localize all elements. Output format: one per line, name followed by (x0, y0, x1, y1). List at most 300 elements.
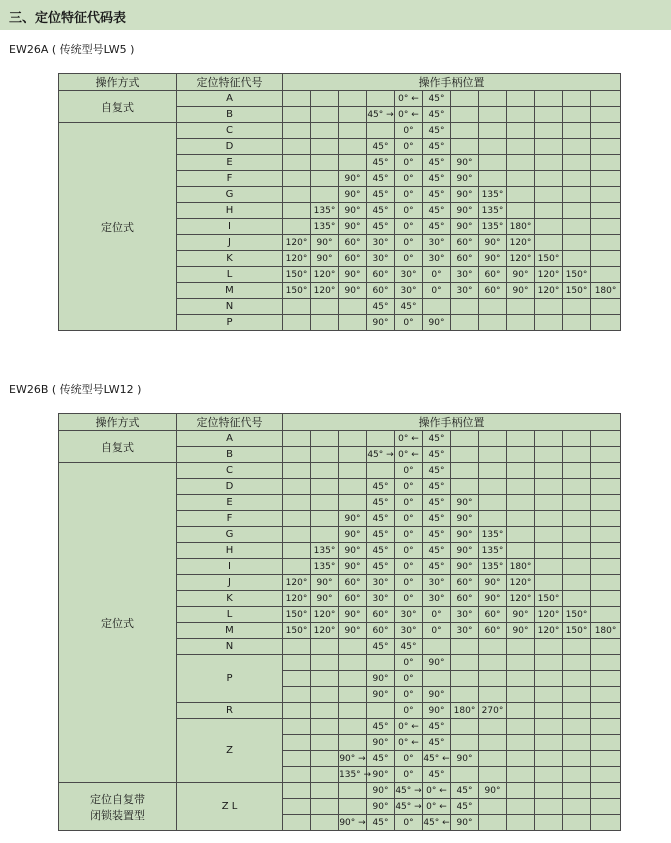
position-cell: 60° (339, 591, 367, 607)
position-cell (479, 815, 507, 831)
position-cell: 0° (395, 171, 423, 187)
position-cell (339, 91, 367, 107)
position-cell (367, 655, 395, 671)
position-cell (339, 431, 367, 447)
code-cell: Z L (177, 783, 283, 831)
position-cell (479, 479, 507, 495)
position-cell: 120° (311, 283, 339, 299)
position-cell: 45° (367, 639, 395, 655)
code-cell: F (177, 511, 283, 527)
position-cell (283, 495, 311, 511)
operation-mode-cell: 定位式 (59, 463, 177, 783)
position-cell: 0° (395, 655, 423, 671)
header-code: 定位特征代号 (177, 414, 283, 431)
table-row (59, 431, 621, 447)
position-cell (479, 107, 507, 123)
position-cell (535, 575, 563, 591)
position-cell (535, 431, 563, 447)
position-cell (563, 107, 591, 123)
position-cell (535, 639, 563, 655)
position-cell (507, 495, 535, 511)
position-cell (535, 219, 563, 235)
position-cell: 90° (479, 251, 507, 267)
position-cell: 0° (395, 203, 423, 219)
position-cell: 45° (367, 527, 395, 543)
position-cell: 90° (507, 623, 535, 639)
position-cell (367, 91, 395, 107)
position-cell: 60° (479, 623, 507, 639)
header-handle-position: 操作手柄位置 (283, 74, 621, 91)
position-cell: 150° (283, 283, 311, 299)
position-cell (563, 671, 591, 687)
position-cell: 0° (395, 559, 423, 575)
position-cell (311, 91, 339, 107)
position-cell (339, 495, 367, 511)
position-cell: 45° (395, 639, 423, 655)
position-cell: 30° (451, 623, 479, 639)
header-operation-mode: 操作方式 (59, 74, 177, 91)
position-cell: 30° (367, 575, 395, 591)
position-cell (283, 91, 311, 107)
table-row (59, 91, 621, 107)
position-cell (339, 687, 367, 703)
position-cell: 90° (339, 219, 367, 235)
table-row (59, 123, 621, 139)
position-cell: 90° (339, 267, 367, 283)
position-cell: 45° (423, 511, 451, 527)
position-cell: 30° (395, 267, 423, 283)
code-cell: J (177, 575, 283, 591)
position-cell (563, 447, 591, 463)
position-cell (311, 139, 339, 155)
position-cell: 135° (479, 187, 507, 203)
code-cell: K (177, 591, 283, 607)
position-cell (507, 139, 535, 155)
position-cell (283, 655, 311, 671)
position-cell (507, 155, 535, 171)
position-cell: 0° (395, 671, 423, 687)
position-cell (311, 171, 339, 187)
position-cell (535, 703, 563, 719)
code-cell: P (177, 655, 283, 703)
position-cell: 120° (535, 267, 563, 283)
code-cell: Z (177, 719, 283, 783)
position-cell (339, 703, 367, 719)
position-cell (311, 511, 339, 527)
position-cell: 45° (423, 139, 451, 155)
section-title: 三、定位特征代码表 (9, 11, 127, 26)
code-cell: N (177, 639, 283, 655)
position-cell: 45° (423, 107, 451, 123)
position-cell (507, 815, 535, 831)
position-cell: 0° (423, 267, 451, 283)
position-cell (311, 155, 339, 171)
position-cell: 120° (535, 623, 563, 639)
position-cell: 45° (367, 751, 395, 767)
header-operation-mode: 操作方式 (59, 414, 177, 431)
code-cell: N (177, 299, 283, 315)
position-cell: 90° (507, 607, 535, 623)
position-cell: 90° (479, 575, 507, 591)
position-cell (283, 783, 311, 799)
position-cell (507, 431, 535, 447)
position-cell (451, 655, 479, 671)
position-cell (535, 655, 563, 671)
position-cell: 45° (367, 511, 395, 527)
position-cell (339, 315, 367, 331)
position-cell (535, 107, 563, 123)
code-cell: B (177, 447, 283, 463)
position-cell: 30° (423, 591, 451, 607)
position-cell: 90° → (339, 751, 367, 767)
position-cell (479, 687, 507, 703)
position-cell: 135° (479, 527, 507, 543)
position-cell (451, 431, 479, 447)
position-cell (563, 767, 591, 783)
position-cell (507, 767, 535, 783)
position-cell: 180° (451, 703, 479, 719)
position-cell: 90° (423, 655, 451, 671)
position-cell: 45° (367, 479, 395, 495)
position-cell (591, 671, 621, 687)
position-cell (507, 315, 535, 331)
position-cell (423, 639, 451, 655)
position-cell: 0° (395, 315, 423, 331)
position-cell (563, 299, 591, 315)
position-cell: 30° (395, 607, 423, 623)
position-cell: 120° (311, 623, 339, 639)
position-cell (507, 783, 535, 799)
position-cell (591, 299, 621, 315)
position-cell (535, 315, 563, 331)
position-cell (507, 687, 535, 703)
position-cell (591, 751, 621, 767)
position-cell: 90° (507, 267, 535, 283)
position-cell (507, 751, 535, 767)
position-cell: 90° (479, 591, 507, 607)
position-cell: 45° (367, 495, 395, 511)
position-cell: 90° (339, 187, 367, 203)
position-cell (507, 655, 535, 671)
position-cell (563, 187, 591, 203)
position-cell: 45° (451, 799, 479, 815)
position-cell (311, 735, 339, 751)
position-cell: 45° (423, 155, 451, 171)
position-cell: 150° (535, 251, 563, 267)
position-cell: 60° (339, 251, 367, 267)
position-cell (451, 735, 479, 751)
code-cell: A (177, 91, 283, 107)
position-cell (451, 91, 479, 107)
position-cell: 0° (395, 495, 423, 511)
position-cell (563, 575, 591, 591)
position-cell (479, 767, 507, 783)
position-cell (591, 687, 621, 703)
position-cell (283, 703, 311, 719)
position-cell (591, 543, 621, 559)
position-cell: 60° (367, 267, 395, 283)
position-cell: 30° (423, 575, 451, 591)
position-cell: 90° (451, 559, 479, 575)
position-cell (479, 299, 507, 315)
code-cell: B (177, 107, 283, 123)
position-cell (591, 107, 621, 123)
position-cell (451, 687, 479, 703)
position-cell (507, 639, 535, 655)
position-cell: 45° (367, 719, 395, 735)
position-cell (563, 139, 591, 155)
position-cell (563, 591, 591, 607)
position-cell (563, 479, 591, 495)
header-row (59, 74, 621, 91)
position-cell (507, 479, 535, 495)
position-cell: 45° ← (423, 751, 451, 767)
position-cell (535, 799, 563, 815)
position-cell: 90° (311, 575, 339, 591)
position-cell (535, 767, 563, 783)
position-cell (507, 171, 535, 187)
table-row (59, 783, 621, 799)
position-cell (283, 559, 311, 575)
position-cell: 30° (423, 251, 451, 267)
position-cell: 90° (339, 543, 367, 559)
position-cell: 90° (339, 283, 367, 299)
position-cell (591, 527, 621, 543)
position-cell: 90° (451, 219, 479, 235)
code-cell: C (177, 123, 283, 139)
position-cell: 45° (367, 559, 395, 575)
position-cell (339, 671, 367, 687)
position-cell (535, 171, 563, 187)
position-cell (507, 447, 535, 463)
position-cell (591, 251, 621, 267)
position-cell (451, 139, 479, 155)
position-cell (283, 479, 311, 495)
position-cell: 0° ← (395, 107, 423, 123)
position-cell (283, 719, 311, 735)
position-cell (311, 431, 339, 447)
position-cell (479, 639, 507, 655)
position-cell (451, 107, 479, 123)
position-cell (563, 171, 591, 187)
position-cell (311, 299, 339, 315)
position-cell (591, 799, 621, 815)
position-cell (283, 511, 311, 527)
position-cell (311, 639, 339, 655)
position-cell (535, 155, 563, 171)
position-cell (563, 527, 591, 543)
position-cell: 135° (311, 219, 339, 235)
code-cell: E (177, 495, 283, 511)
position-cell (591, 431, 621, 447)
code-cell: F (177, 171, 283, 187)
position-cell: 45° (367, 139, 395, 155)
position-cell: 0° (395, 527, 423, 543)
position-cell (311, 187, 339, 203)
position-cell: 90° (339, 511, 367, 527)
code-cell: E (177, 155, 283, 171)
position-cell (507, 671, 535, 687)
position-cell: 60° (339, 575, 367, 591)
position-cell: 45° (423, 187, 451, 203)
position-cell: 135° (479, 219, 507, 235)
position-cell: 0° (395, 139, 423, 155)
position-cell (311, 783, 339, 799)
position-cell (283, 431, 311, 447)
positioning-code-table-ew26a (58, 73, 621, 331)
position-cell (283, 527, 311, 543)
position-cell (563, 815, 591, 831)
position-cell: 30° (367, 235, 395, 251)
position-cell: 90° (367, 315, 395, 331)
position-cell (283, 735, 311, 751)
position-cell (535, 687, 563, 703)
position-cell (451, 315, 479, 331)
position-cell: 30° (367, 591, 395, 607)
position-cell (591, 655, 621, 671)
position-cell (591, 815, 621, 831)
position-cell (535, 495, 563, 511)
position-cell (283, 187, 311, 203)
position-cell (591, 703, 621, 719)
position-cell: 0° ← (395, 431, 423, 447)
position-cell (563, 495, 591, 511)
position-cell (535, 751, 563, 767)
position-cell: 45° (423, 447, 451, 463)
position-cell: 180° (591, 623, 621, 639)
position-cell (563, 783, 591, 799)
position-cell: 150° (563, 623, 591, 639)
operation-mode-cell: 自复式 (59, 431, 177, 463)
position-cell: 0° (395, 591, 423, 607)
position-cell: 180° (507, 219, 535, 235)
position-cell: 90° (339, 607, 367, 623)
position-cell (591, 91, 621, 107)
position-cell (311, 719, 339, 735)
position-cell (591, 575, 621, 591)
position-cell: 60° (339, 235, 367, 251)
operation-mode-cell: 定位自复带 闭锁装置型 (59, 783, 177, 831)
position-cell: 45° (423, 431, 451, 447)
position-cell: 45° (423, 171, 451, 187)
position-cell: 150° (283, 623, 311, 639)
position-cell (591, 267, 621, 283)
position-cell (535, 815, 563, 831)
position-cell: 120° (283, 575, 311, 591)
position-cell (563, 155, 591, 171)
position-cell: 0° (395, 815, 423, 831)
position-cell (507, 203, 535, 219)
position-cell: 45° (423, 123, 451, 139)
position-cell: 45° ← (423, 815, 451, 831)
position-cell: 180° (507, 559, 535, 575)
position-cell (479, 751, 507, 767)
section-header (0, 0, 671, 30)
position-cell (479, 799, 507, 815)
position-cell: 90° (451, 511, 479, 527)
position-cell (311, 495, 339, 511)
position-cell (563, 315, 591, 331)
header-code: 定位特征代号 (177, 74, 283, 91)
position-cell (311, 463, 339, 479)
position-cell (507, 511, 535, 527)
position-cell: 90° (479, 235, 507, 251)
position-cell: 45° → (367, 447, 395, 463)
position-cell: 135° (479, 543, 507, 559)
position-cell: 45° (423, 219, 451, 235)
position-cell: 135° → (339, 767, 367, 783)
position-cell (535, 735, 563, 751)
position-cell: 0° (423, 283, 451, 299)
code-cell: M (177, 283, 283, 299)
position-cell (563, 219, 591, 235)
position-cell (563, 735, 591, 751)
position-cell (591, 463, 621, 479)
position-cell: 90° (367, 783, 395, 799)
position-cell (563, 251, 591, 267)
header-row (59, 414, 621, 431)
position-cell: 90° → (339, 815, 367, 831)
position-cell (283, 639, 311, 655)
position-cell (479, 123, 507, 139)
position-cell (535, 299, 563, 315)
position-cell: 60° (451, 235, 479, 251)
position-cell (563, 511, 591, 527)
position-cell: 90° (339, 527, 367, 543)
position-cell (591, 315, 621, 331)
position-cell (591, 447, 621, 463)
position-cell: 0° (395, 575, 423, 591)
position-cell: 90° (479, 783, 507, 799)
position-cell: 90° (451, 543, 479, 559)
position-cell (591, 139, 621, 155)
position-cell (563, 687, 591, 703)
position-cell (563, 431, 591, 447)
position-cell (339, 799, 367, 815)
code-cell: M (177, 623, 283, 639)
position-cell: 270° (479, 703, 507, 719)
position-cell: 60° (367, 607, 395, 623)
position-cell (339, 639, 367, 655)
position-cell (283, 107, 311, 123)
position-cell: 45° (367, 219, 395, 235)
position-cell (311, 479, 339, 495)
position-cell (563, 751, 591, 767)
position-cell: 0° ← (395, 447, 423, 463)
position-cell (283, 815, 311, 831)
position-cell (507, 123, 535, 139)
position-cell: 0° (395, 703, 423, 719)
position-cell: 90° (451, 187, 479, 203)
code-cell: A (177, 431, 283, 447)
position-cell (479, 171, 507, 187)
position-cell (451, 671, 479, 687)
position-cell: 60° (367, 283, 395, 299)
position-cell: 90° (311, 251, 339, 267)
position-cell: 45° (423, 203, 451, 219)
position-cell: 0° (395, 767, 423, 783)
position-cell: 30° (423, 235, 451, 251)
position-cell (563, 639, 591, 655)
code-cell: G (177, 527, 283, 543)
position-cell: 0° (395, 235, 423, 251)
position-cell: 45° (367, 815, 395, 831)
position-cell: 90° (339, 559, 367, 575)
position-cell: 0° (395, 251, 423, 267)
position-cell: 60° (367, 623, 395, 639)
position-cell: 45° (423, 719, 451, 735)
position-cell (507, 719, 535, 735)
